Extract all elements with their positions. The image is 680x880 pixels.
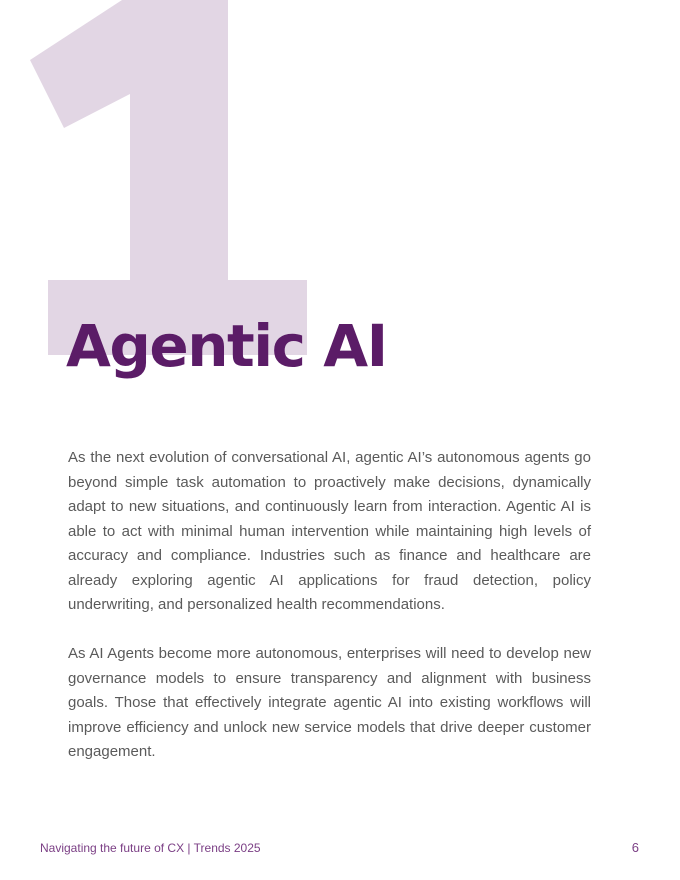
- body-text: [68, 446, 591, 789]
- footer-page-number: 6: [631, 840, 639, 855]
- footer-document-title: Navigating the future of CX | Trends 2025: [40, 841, 261, 855]
- body-paragraph-1: As the next evolution of conversational AI, agentic AI’s autonomous agents go beyond simple task automation to proactively make decisions, dynamically adapt to new situations, and continuously learn from interaction. Agentic AI is able to act with minimal human intervention while maintaining high levels of accuracy and compliance. Industries such as finance and healthcare are already exploring agentic AI applications for fraud detection, policy underwriting, and personalized health recommendations.: [68, 449, 591, 613]
- chapter-number-graphic: [0, 0, 320, 360]
- numeral-one-shape: [0, 0, 320, 360]
- chapter-title: Agentic AI: [66, 312, 387, 380]
- body-paragraph-2: As AI Agents become more autonomous, enterprises will need to develop new governance models to ensure transparency and alignment with business goals. Those that effectively integrate agentic AI into existing workflows will improve efficiency and unlock new service models that drive deeper customer engagement.: [68, 645, 591, 760]
